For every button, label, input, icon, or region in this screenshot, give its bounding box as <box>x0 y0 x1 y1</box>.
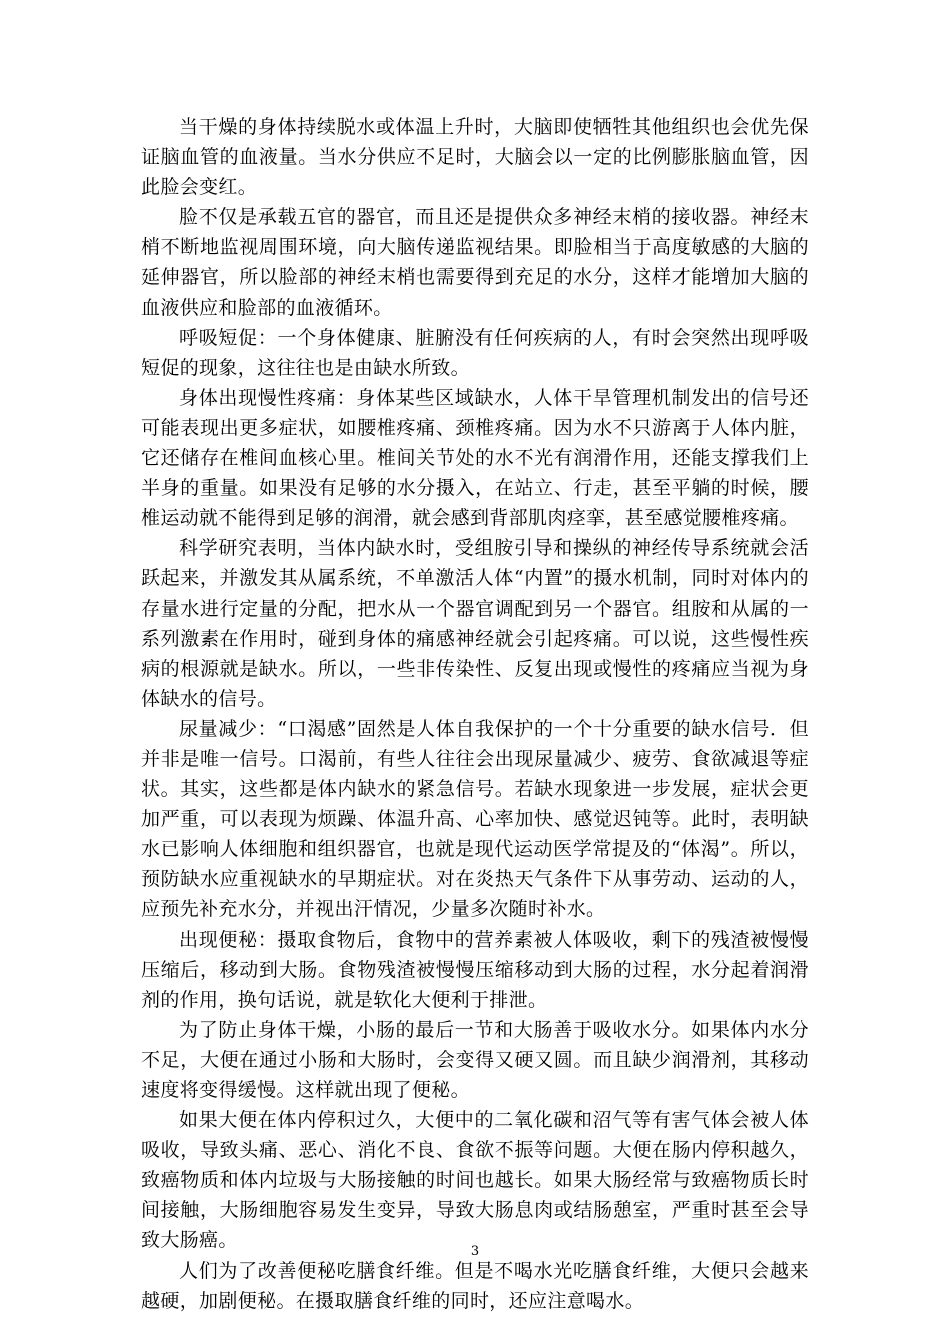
paragraph-face-redness: 当干燥的身体持续脱水或体温上升时，大脑即使牺牲其他组织也会优先保证脑血管的血液量。当水分供应不足时，大脑会以一定的比例膨胀脑血管，因此脸会变红。 <box>141 116 809 199</box>
paragraph-shortness-of-breath: 呼吸短促：一个身体健康、脏腑没有任何疾病的人，有时会突然出现呼吸短促的现象，这往往也是由缺水所致。 <box>141 326 809 379</box>
paragraph-reduced-urine: 尿量减少：“口渴感”固然是人体自我保护的一个十分重要的缺水信号．但并非是唯一信号。口渴前，有些人往往会出现尿量减少、疲劳、食欲减退等症状。其实，这些都是体内缺水的紧急信号。若缺水现象进一步发展，症状会更加严重，可以表现为烦躁、体温升高、心率加快、感觉迟钝等。此时，表明缺水已影响人体细胞和组织器官，也就是现代运动医学常提及的“体渴”。所以，预防缺水应重视缺水的早期症状。对在炎热天气条件下从事劳动、运动的人，应预先补充水分，并视出汗情况，少量多次随时补水。 <box>141 717 809 921</box>
paragraph-intestine-absorption: 为了防止身体干燥，小肠的最后一节和大肠善于吸收水分。如果体内水分不足，大便在通过小肠和大肠时，会变得又硬又圆。而且缺少润滑剂，其移动速度将变得缓慢。这样就出现了便秘。 <box>141 1018 809 1101</box>
body-text <box>141 112 809 1316</box>
paragraph-constipation: 出现便秘：摄取食物后，食物中的营养素被人体吸收，剩下的残渣被慢慢压缩后，移动到大肠。食物残渣被慢慢压缩移动到大肠的过程，水分起着润滑剂的作用，换句话说，就是软化大便利于排泄。 <box>141 928 809 1011</box>
paragraph-stool-retention: 如果大便在体内停积过久，大便中的二氧化碳和沼气等有害气体会被人体吸收，导致头痛、恶心、消化不良、食欲不振等问题。大便在肠内停积越久，致癌物质和体内垃圾与大肠接触的时间也越长。如果大肠经常与致癌物质长时间接触，大肠细胞容易发生变异，导致大肠息肉或结肠憩室，严重时甚至会导致大肠癌。 <box>141 1109 809 1252</box>
paragraph-face-nerve-endings: 脸不仅是承载五官的器官，而且还是提供众多神经末梢的接收器。神经末梢不断地监视周围环境，向大脑传递监视结果。即脸相当于高度敏感的大脑的延伸器官，所以脸部的神经末梢也需要得到充足的水分，这样才能增加大脑的血液供应和脸部的血液循环。 <box>141 206 809 319</box>
paragraph-chronic-pain: 身体出现慢性疼痛：身体某些区域缺水，人体干旱管理机制发出的信号还可能表现出更多症状，如腰椎疼痛、颈椎疼痛。因为水不只游离于人体内脏，它还储存在椎间血核心里。椎间关节处的水不光有润滑作用，还能支撑我们上半身的重量。如果没有足够的水分摄入，在站立、行走，甚至平躺的时候，腰椎运动就不能得到足够的润滑，就会感到背部肌肉痉挛，甚至感觉腰椎疼痛。 <box>141 386 809 530</box>
page-number: 3 <box>470 1244 480 1259</box>
paragraph-dietary-fiber: 人们为了改善便秘吃膳食纤维。但是不喝水光吃膳食纤维，大便只会越来越硬，加剧便秘。在摄取膳食纤维的同时，还应注意喝水。 <box>141 1259 809 1312</box>
paragraph-histamine-research: 科学研究表明，当体内缺水时，受组胺引导和操纵的神经传导系统就会活跃起来，并激发其从属系统，不单激活人体“内置”的摄水机制，同时对体内的存量水进行定量的分配，把水从一个器官调配到另一个器官。组胺和从属的一系列激素在作用时，碰到身体的痛感神经就会引起疼痛。可以说，这些慢性疾病的根源就是缺水。所以，一些非传染性、反复出现或慢性的疼痛应当视为身体缺水的信号。 <box>141 537 809 710</box>
